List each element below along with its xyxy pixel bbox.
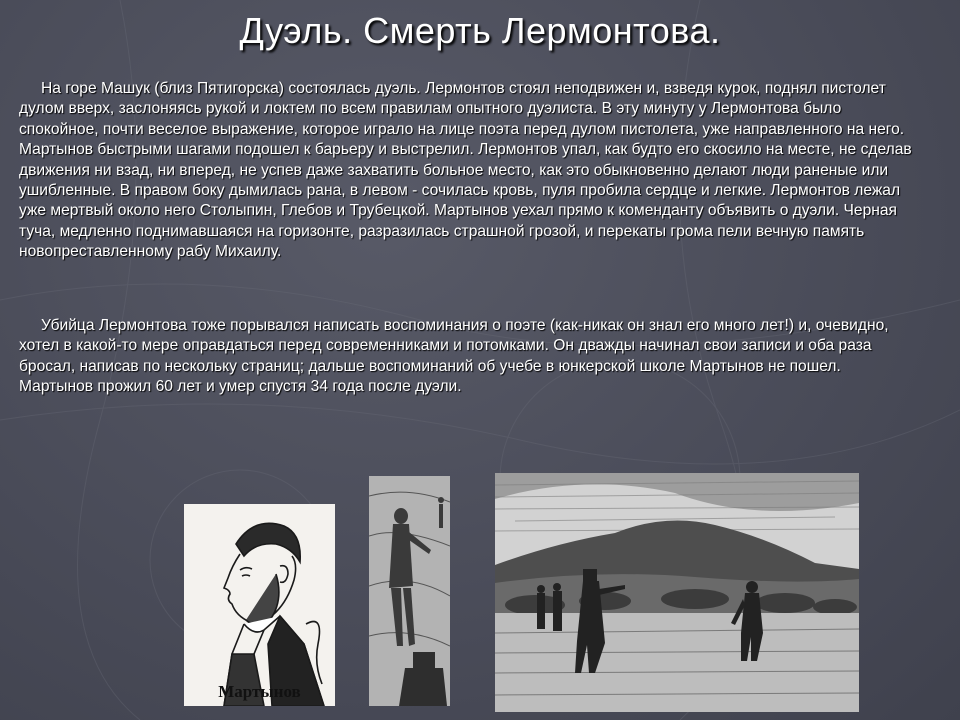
- duel-scene-illustration: [495, 473, 859, 712]
- strip-drawing: [369, 476, 450, 706]
- paragraph-martynov-text: Убийца Лермонтова тоже порывался написать воспоминания о поэте (как-никак он знал его много лет!) и, очевидно, хотел в какой-то мере оправдаться перед современниками и потомками. Он дважды начинал свои записи и оба раза бросал, написав по нескольку страниц; дальше воспоминаний об учебе в юнкерской школе Мартынов не пошел. Мартынов прожил 60 лет и умер спустя 34 года после дуэли.: [19, 317, 889, 396]
- paragraph-martynov: [19, 316, 919, 398]
- martynov-portrait: [184, 504, 335, 706]
- slide-title: Дуэль. Смерть Лермонтова.: [239, 10, 721, 51]
- portrait-drawing: [184, 504, 335, 706]
- portrait-caption: Мартынов: [218, 682, 301, 701]
- scene-drawing: [495, 473, 859, 712]
- paragraph-duel-text: На горе Машук (близ Пятигорска) состоялась дуэль. Лермонтов стоял неподвижен и, взведя курок, поднял пистолет дулом вверх, заслоняясь рукой и локтем по всем правилам опытного дуэлиста. В эту минуту у Лермонтова было спокойное, почти веселое выражение, которое играло на лице поэта перед дулом пистолета, уже направленного на него. Мартынов быстрыми шагами подошел к барьеру и выстрелил. Лермонтов упал, как будто его скосило на месте, не сделав движения ни взад, ни вперед, не успев даже захватить больное место, как это обыкновенно делают люди раненые или ушибленные. В правом боку дымилась рана, в левом - сочилась кровь, пуля пробила сердце и легкие. Лермонтов лежал уже мертвый около него Столыпин, Глебов и Трубецкой. Мартынов уехал прямо к коменданту объявить о дуэли. Черная туча, медленно поднимавшаяся на горизонте, разразилась страшной грозой, и перекаты грома пели вечную память новопреставленному рабу Михаилу.: [19, 80, 912, 261]
- paragraph-duel: [19, 79, 919, 263]
- duel-strip-illustration: [369, 476, 450, 706]
